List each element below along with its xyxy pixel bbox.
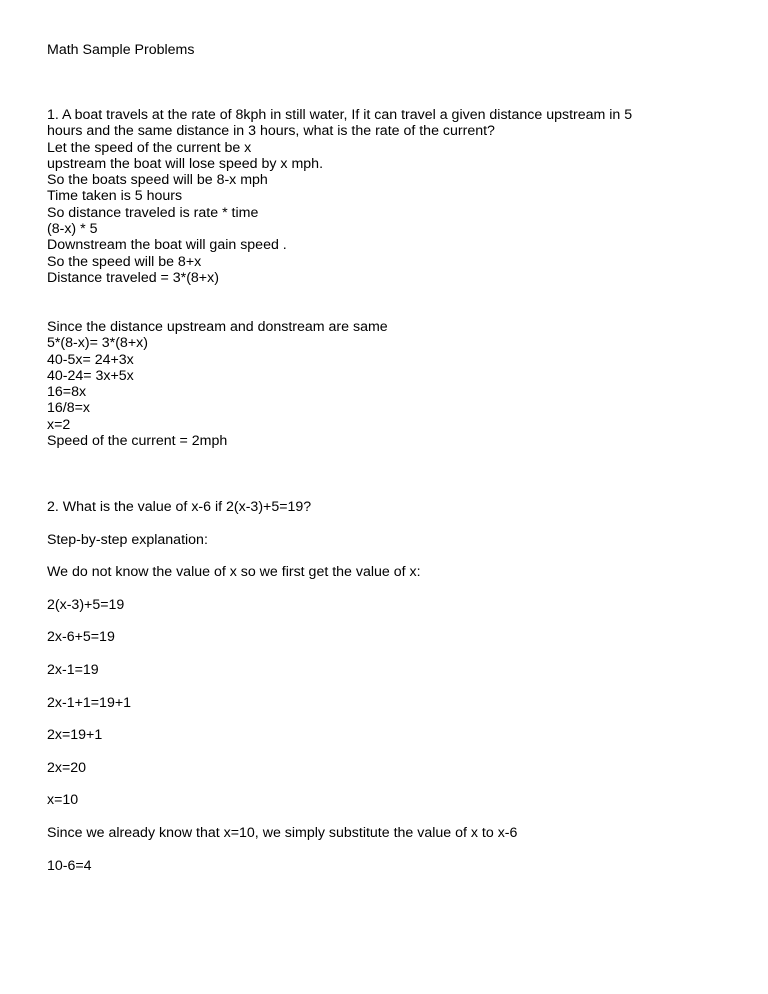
problem-2-line: 2x-6+5=19 (47, 629, 115, 646)
problem-2-line: Step-by-step explanation: (47, 531, 208, 548)
problem-1-line: (8-x) * 5 (47, 221, 98, 238)
document-title: Math Sample Problems (47, 42, 195, 58)
problem-2-line: x=10 (47, 792, 79, 809)
solution-line: 16/8=x (47, 400, 90, 417)
problem-2-line: 2x=20 (47, 759, 87, 776)
solution-line: Speed of the current = 2mph (47, 433, 228, 450)
problem-1-line: 1. A boat travels at the rate of 8kph in still water, If it can travel a given distance upstream in 5 (47, 107, 633, 123)
problem-2-line: 2x=19+1 (47, 727, 103, 744)
solution-line: 40-24= 3x+5x (47, 367, 134, 384)
problem-1-line: Let the speed of the current be x (47, 139, 252, 156)
problem-2-line: 2x-1+1=19+1 (47, 694, 132, 711)
problem-1-line: So the boats speed will be 8-x mph (47, 172, 268, 189)
problem-1 (47, 107, 737, 286)
problem-1-line: So the speed will be 8+x (47, 253, 202, 270)
problem-2-line: We do not know the value of x so we first get the value of x: (47, 564, 421, 581)
problem-1-line: Time taken is 5 hours (47, 188, 183, 205)
problem-1-line: Downstream the boat will gain speed . (47, 237, 287, 254)
problem-1-line: Distance traveled = 3*(8+x) (47, 269, 219, 286)
problem-2-line: 2x-1=19 (47, 661, 99, 678)
solution-line: 5*(8-x)= 3*(8+x) (47, 335, 148, 352)
solution-line: x=2 (47, 416, 71, 433)
problem-2 (47, 499, 737, 890)
solution-line: Since the distance upstream and donstream are same (47, 319, 388, 335)
problem-1-solution (47, 319, 737, 449)
problem-2-line: Since we already know that x=10, we simply substitute the value of x to x-6 (47, 824, 518, 841)
problem-1-line: hours and the same distance in 3 hours, what is the rate of the current? (47, 123, 495, 140)
problem-2-line: 2(x-3)+5=19 (47, 596, 125, 613)
problem-2-line: 10-6=4 (47, 857, 92, 874)
solution-line: 40-5x= 24+3x (47, 351, 134, 368)
problem-1-line: upstream the boat will lose speed by x mph. (47, 155, 324, 172)
problem-2-line: 2. What is the value of x-6 if 2(x-3)+5=19? (47, 499, 312, 515)
solution-line: 16=8x (47, 384, 87, 401)
problem-1-line: So distance traveled is rate * time (47, 204, 259, 221)
